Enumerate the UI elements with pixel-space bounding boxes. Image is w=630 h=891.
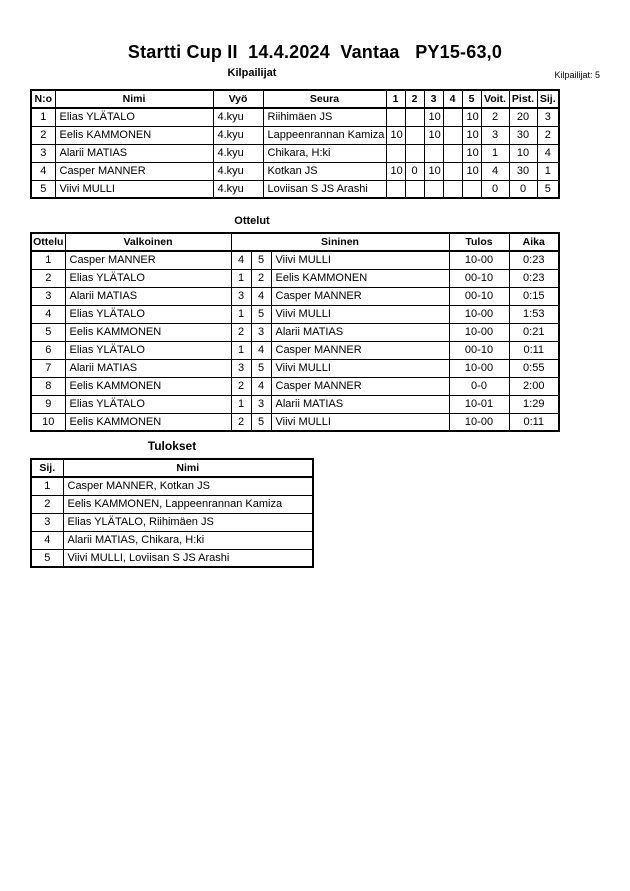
score-vs-2: [405, 108, 424, 126]
match-time: 0:21: [509, 323, 559, 341]
competitor-row: [31, 144, 559, 162]
competitor-number: 5: [31, 180, 55, 198]
col-header-opp3: 3: [424, 90, 443, 108]
result-name: Elias YLÄTALO, Riihimäen JS: [63, 513, 313, 531]
score-vs-2: [405, 180, 424, 198]
blue-player-name: Alarii MATIAS: [271, 395, 449, 413]
results-header-row: [31, 459, 313, 477]
white-player-name: Alarii MATIAS: [65, 287, 231, 305]
score-vs-4: [443, 180, 462, 198]
match-number: 2: [31, 269, 65, 287]
match-result: 00-10: [449, 341, 509, 359]
white-player-name: Elias YLÄTALO: [65, 395, 231, 413]
blue-player-number: 3: [251, 323, 271, 341]
final-results-table: [30, 458, 314, 568]
score-vs-5: 10: [462, 108, 481, 126]
white-player-name: Eelis KAMMONEN: [65, 377, 231, 395]
result-row: [31, 549, 313, 567]
match-number: 6: [31, 341, 65, 359]
score-vs-3: [424, 144, 443, 162]
score-vs-5: 10: [462, 126, 481, 144]
competitor-wins: 3: [481, 126, 509, 144]
blue-player-number: 5: [251, 305, 271, 323]
score-vs-3: [424, 180, 443, 198]
match-row: [31, 341, 559, 359]
result-place: 2: [31, 495, 63, 513]
result-place: 1: [31, 477, 63, 495]
competitor-row: [31, 108, 559, 126]
competitor-number: 4: [31, 162, 55, 180]
match-number: 1: [31, 251, 65, 269]
col-header-blue: Sininen: [231, 233, 449, 251]
result-row: [31, 531, 313, 549]
competitor-name: Eelis KAMMONEN: [55, 126, 213, 144]
blue-player-number: 4: [251, 341, 271, 359]
score-vs-1: [386, 108, 405, 126]
competitor-club: Riihimäen JS: [263, 108, 386, 126]
match-time: 0:55: [509, 359, 559, 377]
match-number: 5: [31, 323, 65, 341]
col-header-opp4: 4: [443, 90, 462, 108]
competitors-heading: Kilpailijat: [227, 67, 277, 79]
white-player-number: 1: [231, 341, 251, 359]
blue-player-number: 4: [251, 287, 271, 305]
col-header-name: Nimi: [55, 90, 213, 108]
competitor-wins: 0: [481, 180, 509, 198]
white-player-number: 2: [231, 377, 251, 395]
competitor-wins: 2: [481, 108, 509, 126]
competitor-points: 30: [509, 126, 537, 144]
match-result: 00-10: [449, 287, 509, 305]
blue-player-number: 5: [251, 413, 271, 431]
match-time: 0:15: [509, 287, 559, 305]
competitor-wins: 1: [481, 144, 509, 162]
matches-table: [30, 232, 560, 432]
col-header-result: Tulos: [449, 233, 509, 251]
col-header-opp5: 5: [462, 90, 481, 108]
match-result: 10-00: [449, 323, 509, 341]
competitor-club: Kotkan JS: [263, 162, 386, 180]
col-header-points: Pist.: [509, 90, 537, 108]
competitor-number: 2: [31, 126, 55, 144]
match-row: [31, 269, 559, 287]
competitor-number: 1: [31, 108, 55, 126]
match-row: [31, 251, 559, 269]
score-vs-5: 10: [462, 162, 481, 180]
match-time: 0:11: [509, 341, 559, 359]
white-player-name: Casper MANNER: [65, 251, 231, 269]
competitor-name: Casper MANNER: [55, 162, 213, 180]
match-result: 00-10: [449, 269, 509, 287]
competitor-belt: 4.kyu: [213, 144, 263, 162]
white-player-number: 4: [231, 251, 251, 269]
competitor-place: 2: [537, 126, 559, 144]
match-row: [31, 377, 559, 395]
match-result: 10-00: [449, 251, 509, 269]
white-player-name: Eelis KAMMONEN: [65, 413, 231, 431]
competitor-points: 30: [509, 162, 537, 180]
match-row: [31, 323, 559, 341]
result-row: [31, 513, 313, 531]
match-number: 4: [31, 305, 65, 323]
competitors-table: [30, 89, 560, 199]
competitor-row: [31, 162, 559, 180]
result-place: 3: [31, 513, 63, 531]
result-row: [31, 495, 313, 513]
score-vs-2: 0: [405, 162, 424, 180]
score-vs-4: [443, 162, 462, 180]
competitor-points: 10: [509, 144, 537, 162]
score-vs-5: 10: [462, 144, 481, 162]
blue-player-number: 4: [251, 377, 271, 395]
blue-player-number: 5: [251, 251, 271, 269]
matches-header-row: [31, 233, 559, 251]
competitor-belt: 4.kyu: [213, 126, 263, 144]
competitor-number: 3: [31, 144, 55, 162]
match-time: 2:00: [509, 377, 559, 395]
white-player-name: Elias YLÄTALO: [65, 305, 231, 323]
score-vs-3: 10: [424, 126, 443, 144]
blue-player-name: Casper MANNER: [271, 287, 449, 305]
competitor-row: [31, 180, 559, 198]
match-time: 1:53: [509, 305, 559, 323]
results-heading: Tulokset: [147, 439, 197, 453]
competitor-row: [31, 126, 559, 144]
score-vs-2: [405, 126, 424, 144]
blue-player-number: 2: [251, 269, 271, 287]
white-player-number: 2: [231, 323, 251, 341]
blue-player-name: Viivi MULLI: [271, 413, 449, 431]
white-player-number: 1: [231, 305, 251, 323]
match-result: 10-01: [449, 395, 509, 413]
score-vs-2: [405, 144, 424, 162]
col-header-opp2: 2: [405, 90, 424, 108]
result-name: Casper MANNER, Kotkan JS: [63, 477, 313, 495]
competitor-name: Elias YLÄTALO: [55, 108, 213, 126]
competitor-points: 20: [509, 108, 537, 126]
blue-player-number: 3: [251, 395, 271, 413]
score-vs-3: 10: [424, 108, 443, 126]
white-player-number: 3: [231, 287, 251, 305]
score-vs-4: [443, 126, 462, 144]
score-vs-1: [386, 180, 405, 198]
competitor-points: 0: [509, 180, 537, 198]
result-name: Alarii MATIAS, Chikara, H:ki: [63, 531, 313, 549]
competitor-place: 5: [537, 180, 559, 198]
match-row: [31, 287, 559, 305]
col-header-belt: Vyö: [213, 90, 263, 108]
col-header-name: Nimi: [63, 459, 313, 477]
result-name: Eelis KAMMONEN, Lappeenrannan Kamiza: [63, 495, 313, 513]
col-header-number: N:o: [31, 90, 55, 108]
score-vs-5: [462, 180, 481, 198]
match-row: [31, 305, 559, 323]
blue-player-name: Viivi MULLI: [271, 305, 449, 323]
score-vs-4: [443, 108, 462, 126]
competitor-club: Lappeenrannan Kamiza: [263, 126, 386, 144]
result-row: [31, 477, 313, 495]
page-title: Startti Cup II 14.4.2024 Vantaa PY15-63,0: [127, 42, 503, 62]
score-vs-1: [386, 144, 405, 162]
competitor-belt: 4.kyu: [213, 108, 263, 126]
col-header-opp1: 1: [386, 90, 405, 108]
match-result: 10-00: [449, 413, 509, 431]
white-player-number: 3: [231, 359, 251, 377]
col-header-place: Sij.: [31, 459, 63, 477]
score-vs-1: 10: [386, 126, 405, 144]
result-place: 5: [31, 549, 63, 567]
blue-player-number: 5: [251, 359, 271, 377]
competitor-club: Chikara, H:ki: [263, 144, 386, 162]
col-header-white: Valkoinen: [65, 233, 231, 251]
competitor-name: Alarii MATIAS: [55, 144, 213, 162]
match-number: 8: [31, 377, 65, 395]
matches-heading: Ottelut: [234, 215, 270, 227]
col-header-time: Aika: [509, 233, 559, 251]
white-player-name: Eelis KAMMONEN: [65, 323, 231, 341]
blue-player-name: Casper MANNER: [271, 341, 449, 359]
match-row: [31, 359, 559, 377]
score-vs-4: [443, 144, 462, 162]
competitor-place: 4: [537, 144, 559, 162]
competitor-place: 3: [537, 108, 559, 126]
match-time: 0:11: [509, 413, 559, 431]
match-time: 0:23: [509, 269, 559, 287]
white-player-number: 1: [231, 395, 251, 413]
blue-player-name: Casper MANNER: [271, 377, 449, 395]
competitor-name: Viivi MULLI: [55, 180, 213, 198]
competitor-place: 1: [537, 162, 559, 180]
col-header-club: Seura: [263, 90, 386, 108]
match-time: 0:23: [509, 251, 559, 269]
result-place: 4: [31, 531, 63, 549]
match-number: 9: [31, 395, 65, 413]
match-row: [31, 413, 559, 431]
blue-player-name: Eelis KAMMONEN: [271, 269, 449, 287]
match-result: 10-00: [449, 359, 509, 377]
white-player-number: 2: [231, 413, 251, 431]
match-number: 10: [31, 413, 65, 431]
competitor-wins: 4: [481, 162, 509, 180]
score-vs-1: 10: [386, 162, 405, 180]
white-player-number: 1: [231, 269, 251, 287]
blue-player-name: Alarii MATIAS: [271, 323, 449, 341]
competitors-count: Kilpailijat: 5: [554, 70, 600, 80]
competitor-belt: 4.kyu: [213, 162, 263, 180]
competitors-header-row: [31, 90, 559, 108]
col-header-place: Sij.: [537, 90, 559, 108]
match-number: 7: [31, 359, 65, 377]
competitor-belt: 4.kyu: [213, 180, 263, 198]
score-vs-3: 10: [424, 162, 443, 180]
white-player-name: Alarii MATIAS: [65, 359, 231, 377]
match-number: 3: [31, 287, 65, 305]
match-result: 10-00: [449, 305, 509, 323]
blue-player-name: Viivi MULLI: [271, 359, 449, 377]
white-player-name: Elias YLÄTALO: [65, 269, 231, 287]
blue-player-name: Viivi MULLI: [271, 251, 449, 269]
competitor-club: Loviisan S JS Arashi: [263, 180, 386, 198]
white-player-name: Elias YLÄTALO: [65, 341, 231, 359]
match-time: 1:29: [509, 395, 559, 413]
match-row: [31, 395, 559, 413]
match-result: 0-0: [449, 377, 509, 395]
col-header-match: Ottelu: [31, 233, 65, 251]
col-header-wins: Voit.: [481, 90, 509, 108]
result-name: Viivi MULLI, Loviisan S JS Arashi: [63, 549, 313, 567]
